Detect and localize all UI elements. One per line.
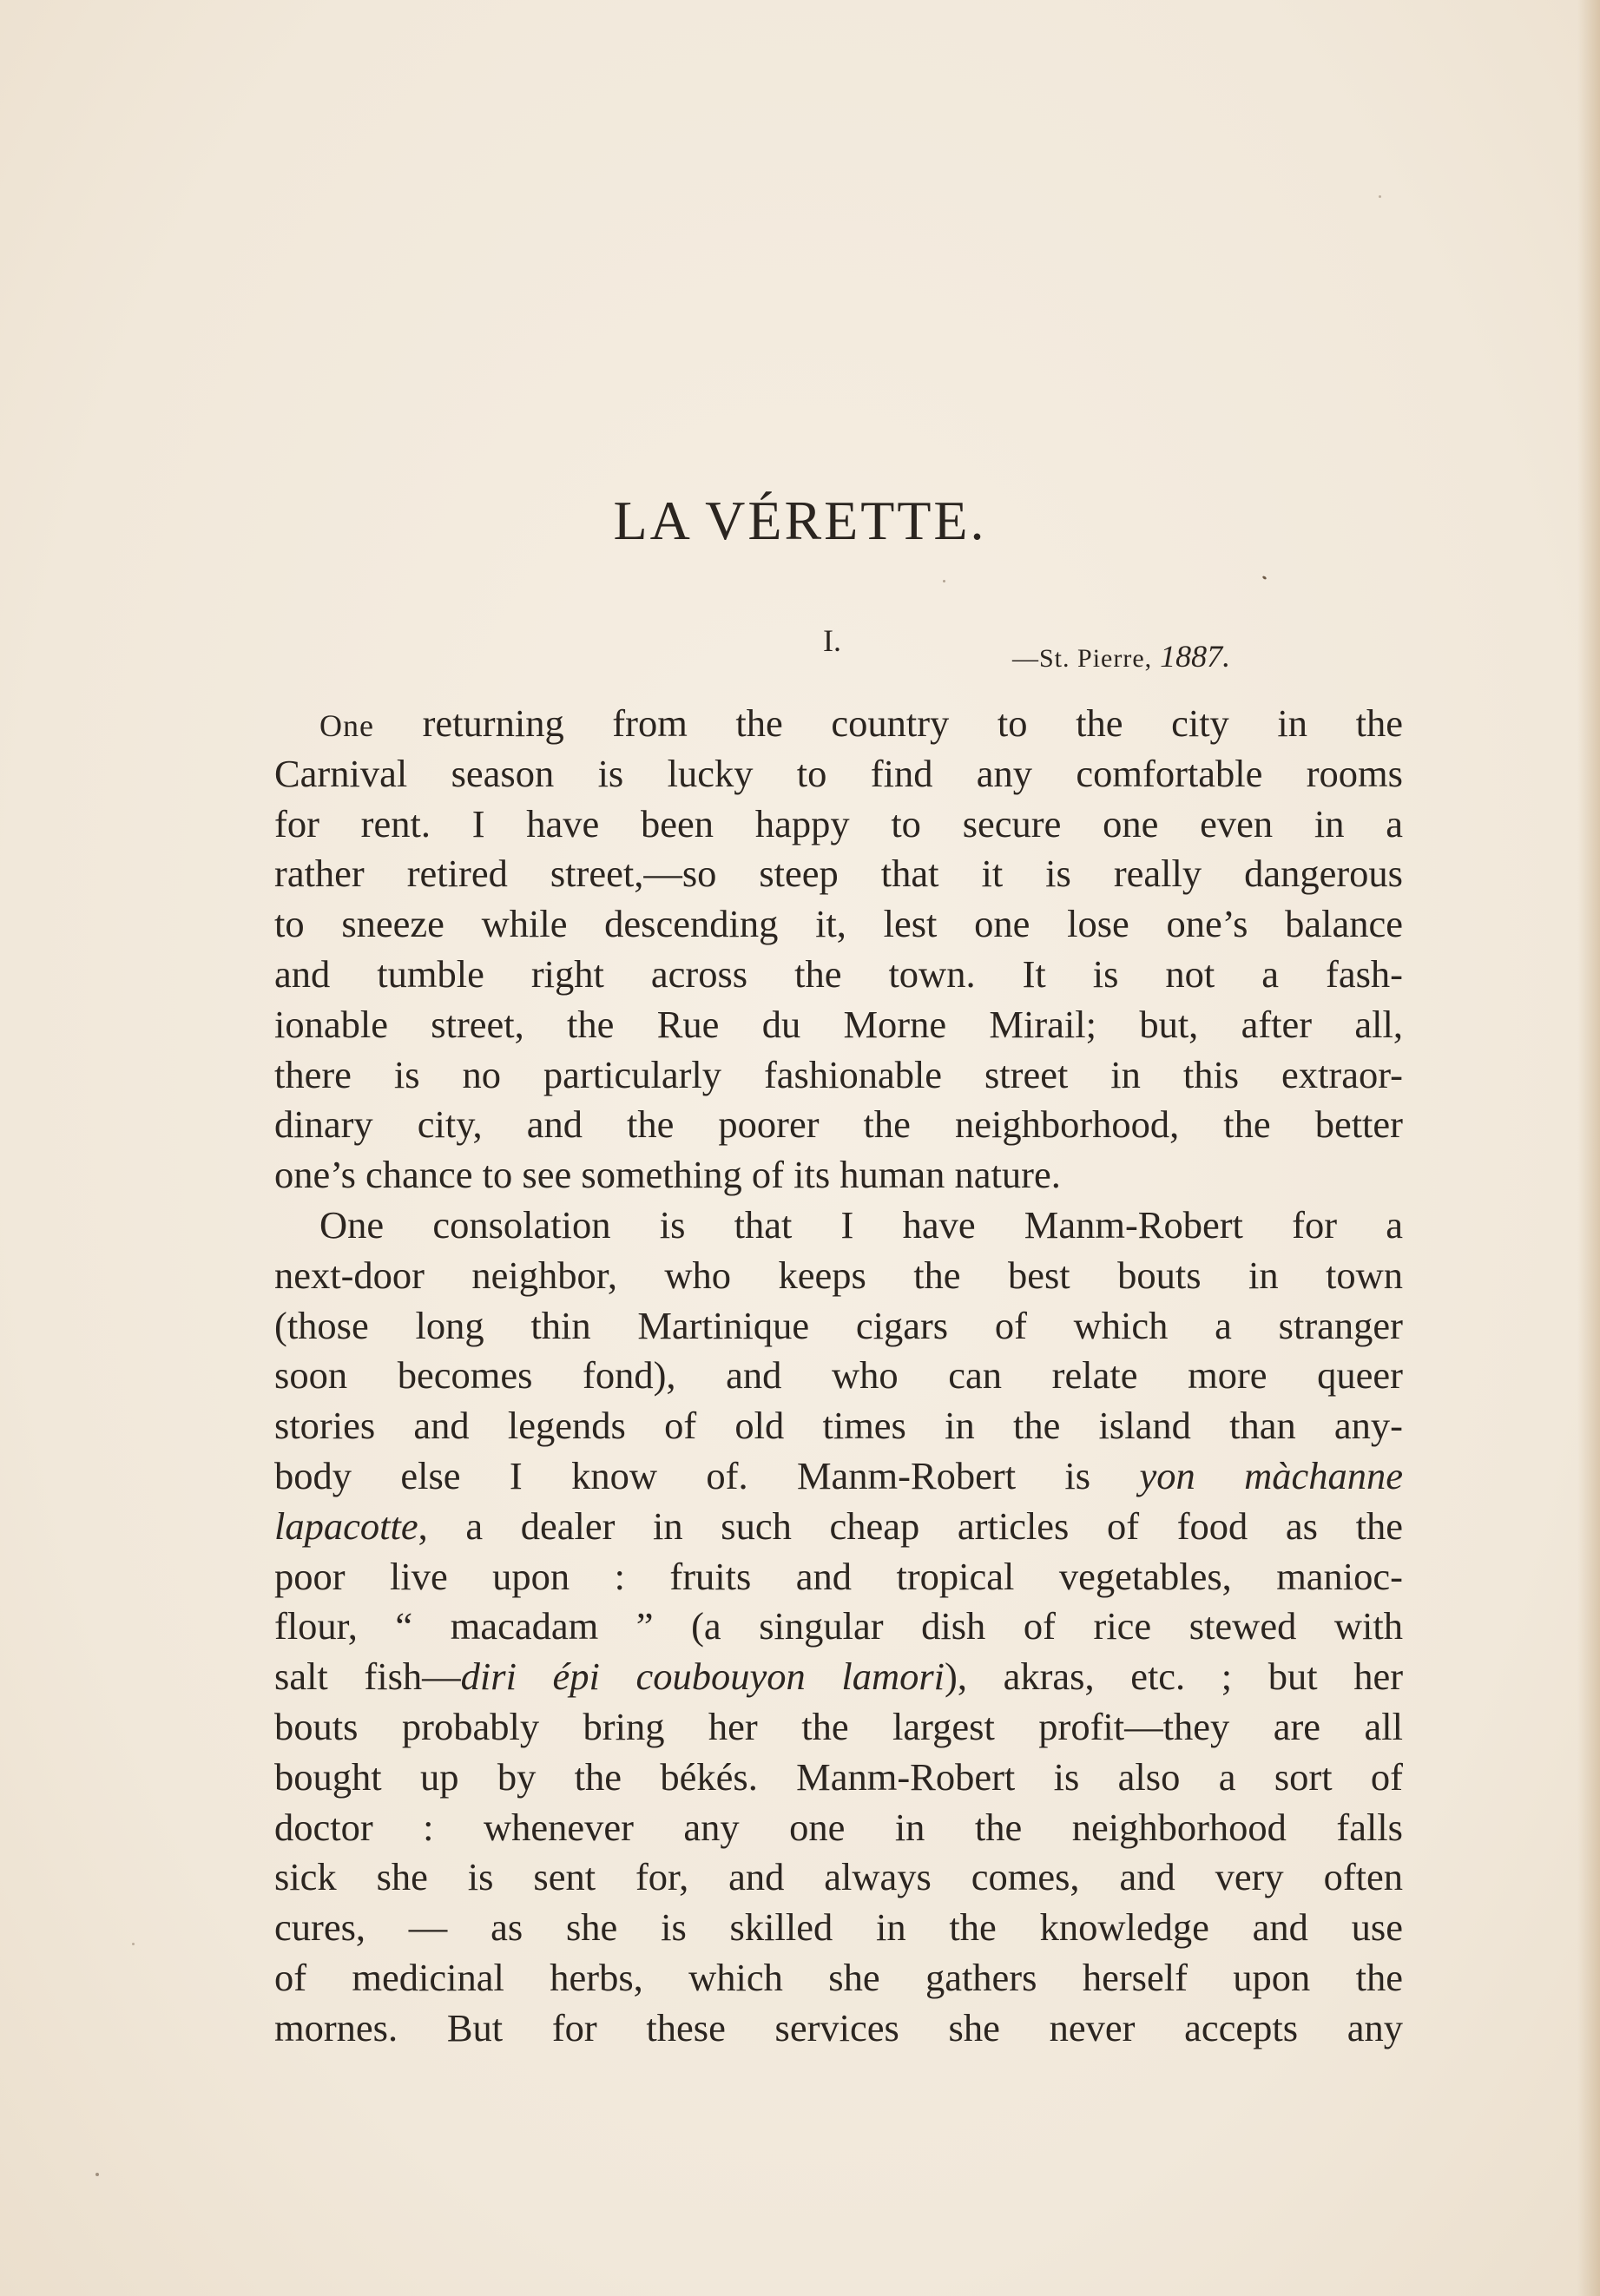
text-line: one’s chance to see something of its human nature. [274,1153,1061,1197]
text-line: next-door neighbor, who keeps the best bouts in town [274,1253,1403,1297]
text-line: ionable street, the Rue du Morne Mirail; but, after all, [274,1002,1403,1046]
text-line [274,1652,1403,1702]
text-line: sick she is sent for, and always comes, and very often [274,1855,1403,1899]
text-line: for rent. I have been happy to secure one even in a [274,801,1403,845]
italic-phrase: lapacotte [274,1503,418,1548]
text-line: (those long thin Martinique cigars of which a stranger [274,1303,1403,1347]
text-line: there is no particularly fashionable street in this extraor- [274,1052,1403,1096]
text-line: Carnival season is lucky to find any comfortable rooms [274,751,1403,795]
body-text [274,699,1403,2054]
scan-speck [943,580,945,582]
text-line-content: body else I know of. Manm-Robert is [274,1453,1140,1497]
dateline-place: —St. Pierre, [1012,644,1153,673]
page-edge-shading [1577,0,1600,2296]
text-line: and tumble right across the town. It is not a fash- [274,951,1403,996]
lead-word: One [319,708,374,743]
dateline [1012,641,1230,672]
chapter-title: LA VÉRETTE. [613,490,987,551]
text-line: dinary city, and the poorer the neighborhood, the better [274,1102,1403,1147]
text-line: bought up by the békés. Manm-Robert is also a sort of [274,1754,1403,1799]
text-line: soon becomes fond), and who can relate more queer [274,1353,1403,1398]
dateline-year: 1887. [1160,639,1231,674]
text-line [274,1502,1403,1552]
text-line: poor live upon : fruits and tropical vegetables, manioc- [274,1554,1403,1598]
text-line-content: , a dealer in such cheap articles of food as the [418,1503,1403,1548]
section-number: I. [823,623,841,658]
text-line: of medicinal herbs, which she gathers herself upon the [274,1955,1403,1999]
text-line: bouts probably bring her the largest profit—they are all [274,1704,1403,1748]
text-line: One consolation is that I have Manm-Robert for a [319,1202,1403,1247]
text-line: rather retired street,—so steep that it is really dangerous [274,852,1403,896]
text-line-content: salt fish— [274,1655,461,1699]
text-line [274,699,1403,749]
text-line: stories and legends of old times in the island than any- [274,1404,1403,1448]
text-line: to sneeze while descending it, lest one lose one’s balance [274,902,1403,946]
scan-speck [132,1943,135,1945]
text-line-content: returning from the country to the city in the [373,701,1403,745]
scan-speck [95,2173,99,2176]
text-line: mornes. But for these services she never accepts any [274,2005,1403,2049]
italic-phrase: diri épi coubouyon lamori [460,1655,945,1699]
text-line [274,1451,1403,1502]
text-line: doctor : whenever any one in the neighborhood falls [274,1805,1403,1849]
text-line: cures, — as she is skilled in the knowledge and use [274,1905,1403,1950]
scan-speck [1379,195,1381,198]
text-line: flour, “ macadam ” (a singular dish of rice stewed with [274,1604,1403,1648]
text-line-content: ), akras, etc. ; but her [945,1655,1404,1699]
italic-phrase: yon màchanne [1139,1453,1403,1497]
